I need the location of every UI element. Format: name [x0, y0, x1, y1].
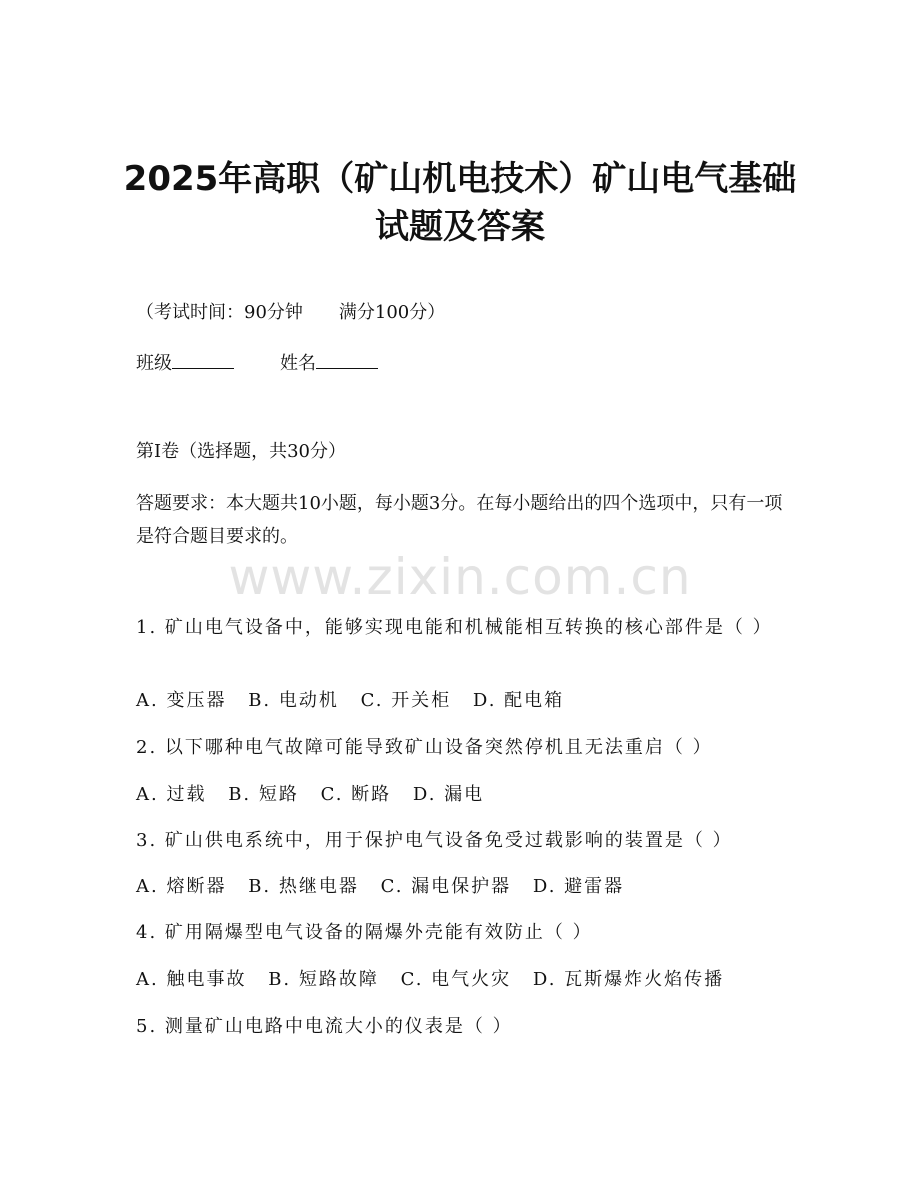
watermark: www.zixin.com.cn: [228, 548, 692, 606]
name-label: 姓名: [280, 353, 316, 374]
option: B. 短路: [228, 784, 299, 805]
question-2: 2. 以下哪种电气故障可能导致矿山设备突然停机且无法重启（ ）: [136, 737, 713, 758]
option: D. 漏电: [412, 784, 485, 805]
class-blank: [172, 350, 234, 369]
option: A. 变压器: [136, 690, 227, 711]
name-blank: [316, 350, 378, 369]
option: B. 热继电器: [248, 876, 359, 897]
option: A. 触电事故: [136, 969, 247, 990]
question-1: 1. 矿山电气设备中，能够实现电能和机械能相互转换的核心部件是（ ）: [136, 617, 773, 638]
question-5: 5. 测量矿山电路中电流大小的仪表是（ ）: [136, 1016, 513, 1037]
section-instructions: 答题要求：本大题共10小题，每小题3分。在每小题给出的四个选项中，只有一项是符合题目要求的。: [136, 493, 783, 547]
option: D. 配电箱: [472, 690, 565, 711]
option: B. 短路故障: [268, 969, 379, 990]
question-1-options: [136, 689, 564, 713]
exam-info: （考试时间：90分钟 满分100分）: [136, 302, 446, 323]
student-info-row: [136, 350, 378, 376]
section-heading: 第I卷（选择题，共30分）: [136, 441, 347, 462]
option: B. 电动机: [248, 690, 339, 711]
option: C. 电气火灾: [400, 969, 512, 990]
question-4-options: [136, 968, 724, 992]
question-4: 4. 矿用隔爆型电气设备的隔爆外壳能有效防止（ ）: [136, 922, 593, 943]
option: A. 过载: [136, 784, 207, 805]
option: C. 断路: [320, 784, 392, 805]
title-line-1: 2025年高职（矿山机电技术）矿山电气基础: [123, 159, 797, 199]
option: D. 避雷器: [532, 876, 625, 897]
option: A. 熔断器: [136, 876, 227, 897]
question-3: 3. 矿山供电系统中，用于保护电气设备免受过载影响的装置是（ ）: [136, 830, 733, 851]
question-3-options: [136, 875, 624, 899]
option: D. 瓦斯爆炸火焰传播: [532, 969, 725, 990]
question-2-options: [136, 783, 484, 807]
class-label: 班级: [136, 353, 172, 374]
title-line-2: 试题及答案: [375, 207, 545, 247]
option: C. 漏电保护器: [380, 876, 512, 897]
option: C. 开关柜: [360, 690, 452, 711]
